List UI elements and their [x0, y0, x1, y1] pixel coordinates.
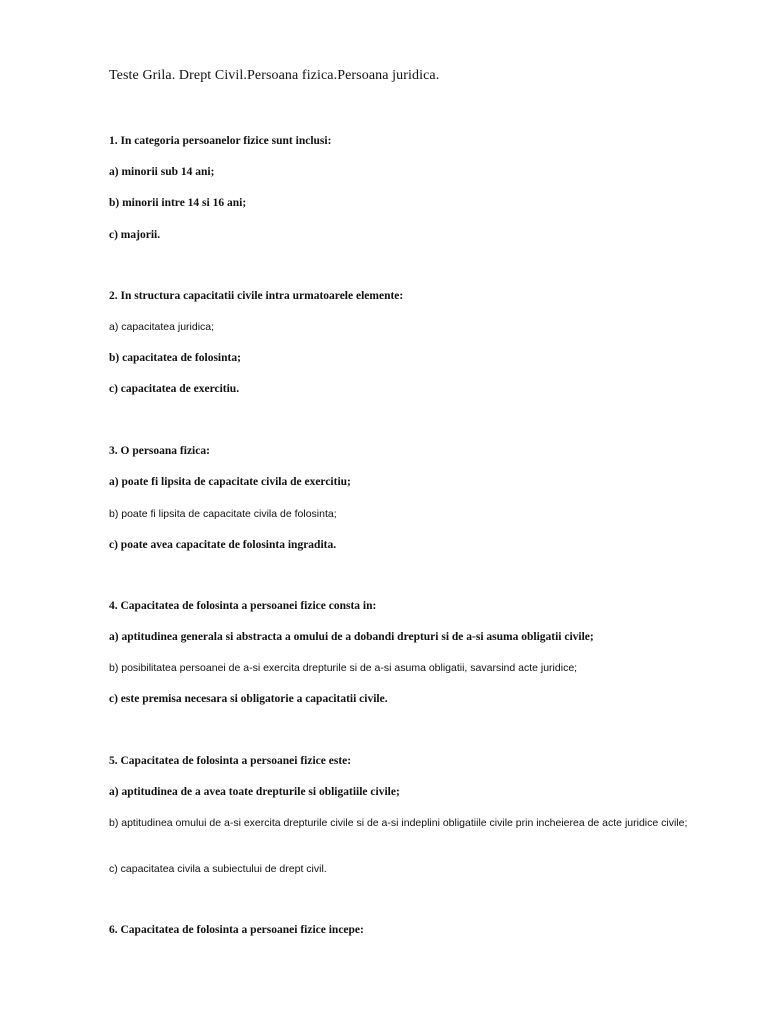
question-4: 4. Capacitatea de folosinta a persoanei fizice consta in:	[109, 600, 377, 612]
question-2-option-b: b) capacitatea de folosinta;	[109, 352, 241, 364]
question-2-option-c: c) capacitatea de exercitiu.	[109, 383, 240, 395]
question-1-option-b: b) minorii intre 14 si 16 ani;	[109, 197, 247, 209]
question-3-option-c: c) poate avea capacitate de folosinta ingradita.	[109, 539, 337, 551]
question-1: 1. In categoria persoanelor fizice sunt inclusi:	[109, 135, 332, 147]
question-5: 5. Capacitatea de folosinta a persoanei fizice este:	[109, 755, 352, 767]
question-4-option-b: b) posibilitatea persoanei de a-si exercita drepturile si de a-si asuma obligatii, savarsind acte juridice;	[109, 662, 578, 674]
question-3-option-a: a) poate fi lipsita de capacitate civila de exercitiu;	[109, 476, 351, 488]
question-3: 3. O persoana fizica:	[109, 445, 210, 457]
question-4-option-a: a) aptitudinea generala si abstracta a omului de a dobandi drepturi si de a-si asuma obligatii civile;	[109, 631, 594, 643]
question-6: 6. Capacitatea de folosinta a persoanei fizice incepe:	[109, 924, 364, 936]
question-3-option-b: b) poate fi lipsita de capacitate civila de folosinta;	[109, 508, 337, 520]
question-5-option-b: b) aptitudinea omului de a-si exercita drepturile civile si de a-si indeplini obligatiile civile prin incheierea de acte juridice civile;	[109, 817, 688, 829]
question-5-option-a: a) aptitudinea de a avea toate drepturile si obligatiile civile;	[109, 786, 400, 798]
document-title: Teste Grila. Drept Civil.Persoana fizica.Persoana juridica.	[109, 68, 440, 83]
question-2-option-a: a) capacitatea juridica;	[109, 321, 215, 333]
question-5-option-c: c) capacitatea civila a subiectului de drept civil.	[109, 863, 327, 875]
question-2: 2. In structura capacitatii civile intra urmatoarele elemente:	[109, 290, 404, 302]
question-4-option-c: c) este premisa necesara si obligatorie a capacitatii civile.	[109, 693, 388, 705]
question-1-option-c: c) majorii.	[109, 229, 161, 241]
question-1-option-a: a) minorii sub 14 ani;	[109, 166, 215, 178]
